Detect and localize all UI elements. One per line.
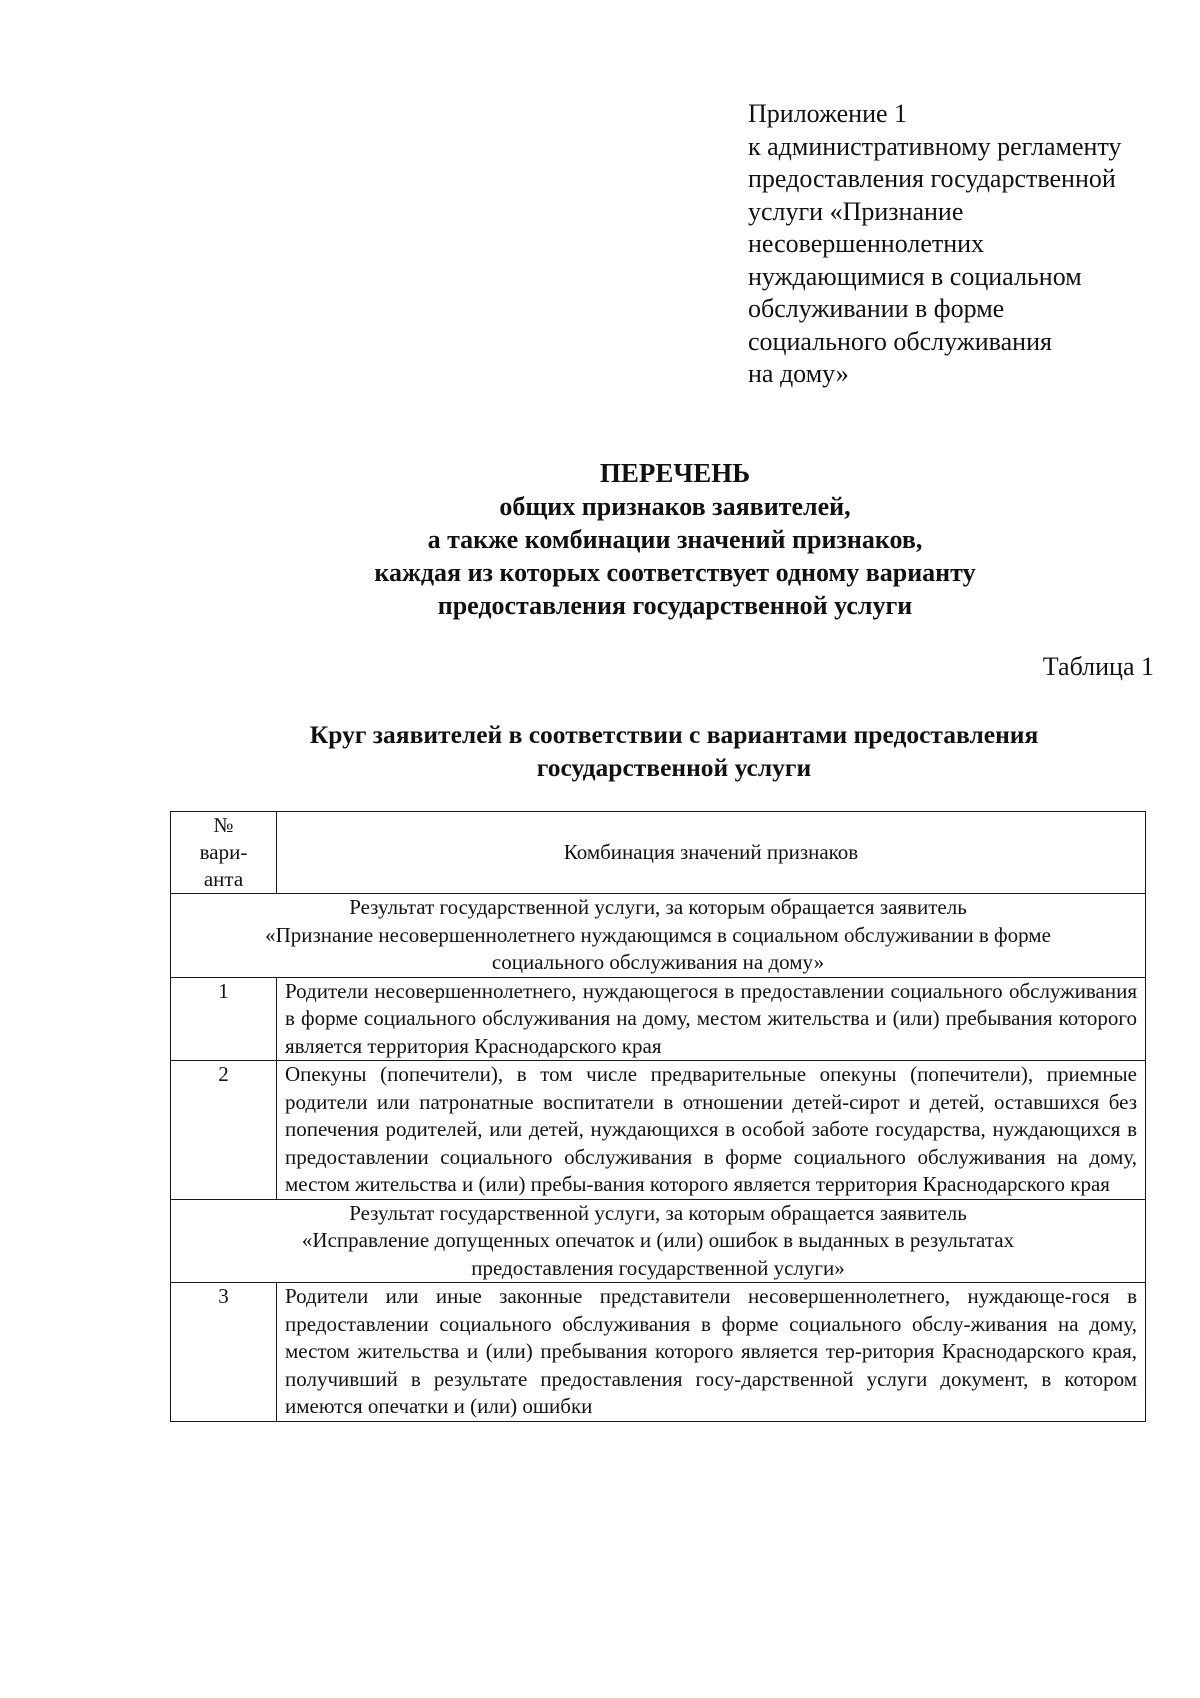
- table-label: Таблица 1: [1042, 652, 1154, 681]
- appendix-line: социального обслуживания: [748, 326, 1052, 356]
- variant-description: Родители или иные законные представители несовершеннолетнего, нуждающе-гося в предоставлении социального обслуживания в форме социального обслу-живания на дому, местом жительства и (или) пребывания которого является тер-ритория Краснодарского края, получивший в результате предоставления госу-дарственной услуги документ, в котором имеются опечатки и (или) ошибки: [277, 1283, 1146, 1422]
- document-subtitle-line: а также комбинации значений признаков,: [427, 525, 923, 554]
- appendix-line: обслуживании в форме: [748, 294, 1005, 323]
- document-title: ПЕРЕЧЕНЬ: [599, 458, 751, 488]
- section-result-row: [171, 894, 1146, 978]
- variant-number: 3: [171, 1283, 277, 1422]
- variant-description: Опекуны (попечители), в том числе предварительные опекуны (попечители), приемные родители или патронатные воспитатели в отношении детей-сирот и детей, оставшихся без попечения родителей, или детей, нуждающихся в особой заботе государства, нуждающихся в предоставлении социального обслуживания в форме социального обслуживания на дому, местом жительства и (или) пребы-вания которого является территория Краснодарского края: [277, 1061, 1146, 1200]
- section-result-row: [171, 1199, 1146, 1283]
- header-variant-number-line: анта: [203, 867, 244, 891]
- appendix-line: услуги «Признание: [748, 196, 964, 226]
- header-variant-number-line: вари-: [199, 840, 248, 864]
- table-title: [0, 718, 1200, 784]
- header-combination: Комбинация значений признаков: [277, 812, 1146, 894]
- variants-table: [170, 811, 1146, 1422]
- header-variant-number: [171, 812, 277, 894]
- table-row: [171, 977, 1146, 1061]
- appendix-line: на дому»: [748, 359, 849, 388]
- section-result-line: Результат государственной услуги, за которым обращается заявитель: [349, 895, 967, 919]
- section-result-cell: [171, 894, 1146, 978]
- appendix-line: предоставления государственной: [748, 164, 1116, 193]
- section-result-line: социального обслуживания на дому»: [491, 950, 825, 974]
- document-subtitle-line: предоставления государственной услуги: [437, 591, 913, 620]
- appendix-line: нуждающимися в социальном: [748, 261, 1082, 291]
- table-title-line: государственной услуги: [536, 753, 812, 782]
- table-row: [171, 1283, 1146, 1422]
- section-result-line: «Признание несовершеннолетнего нуждающимся в социальном обслуживании в форме: [265, 922, 1051, 947]
- table-header-row: [171, 812, 1146, 894]
- section-result-cell: [171, 1199, 1146, 1283]
- document-heading: [0, 457, 1200, 622]
- variant-description: Родители несовершеннолетнего, нуждающегося в предоставлении социального обслуживания в форме социального обслуживания на дому, местом жительства и (или) пребывания которого является территория Краснодарского края: [277, 977, 1146, 1061]
- header-variant-number-line: №: [213, 813, 234, 837]
- document-subtitle-line: каждая из которых соответствует одному варианту: [374, 558, 976, 587]
- variant-number: 2: [171, 1061, 277, 1200]
- table-title-line: Круг заявителей в соответствии с вариантами предоставления: [309, 720, 1039, 749]
- document-subtitle-line: общих признаков заявителей,: [499, 492, 851, 521]
- table-row: [171, 1061, 1146, 1200]
- section-result-line: предоставления государственной услуги»: [471, 1255, 845, 1280]
- appendix-reference: [748, 98, 1168, 391]
- appendix-line: к административному регламенту: [748, 131, 1122, 161]
- section-result-line: Результат государственной услуги, за которым обращается заявитель: [349, 1200, 967, 1225]
- appendix-line: несовершеннолетних: [748, 229, 985, 258]
- appendix-line: Приложение 1: [748, 99, 908, 128]
- variant-number: 1: [171, 977, 277, 1061]
- section-result-line: «Исправление допущенных опечаток и (или) ошибок в выданных в результатах: [301, 1228, 1015, 1252]
